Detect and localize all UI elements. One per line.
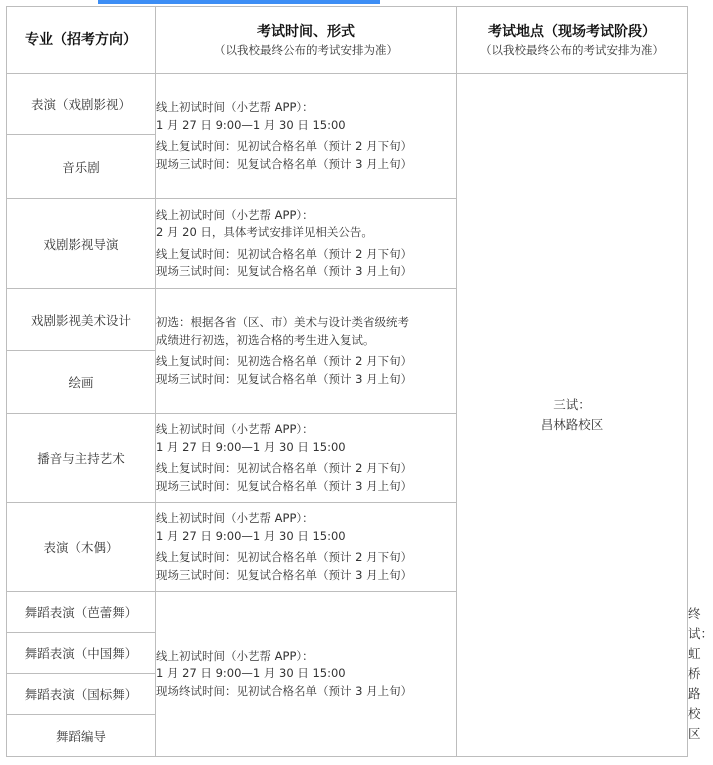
header-row: [7, 7, 688, 74]
schedule-cell: 线上初试时间（小艺帮 APP）： 1 月 27 日 9:00—1 月 30 日 15:00 现场终试时间：见初试合格名单（预计 3 月上旬）: [156, 592, 457, 757]
major-cell: 戏剧影视导演: [7, 199, 156, 289]
table-row: [7, 74, 688, 135]
schedule-cell: 初选：根据各省（区、市）美术与设计类省级统考 成绩进行初选，初选合格的考生进入复试。 线上复试时间：见初选合格名单（预计 2 月下旬） 现场三试时间：见复试合格名单（预计 3 月上旬）: [156, 289, 457, 414]
top-accent-bar: [98, 0, 380, 4]
schedule-cell: 线上初试时间（小艺帮 APP）： 1 月 27 日 9:00—1 月 30 日 15:00 线上复试时间：见初试合格名单（预计 2 月下旬） 现场三试时间：见复试合格名单（预计 3 月上旬）: [156, 414, 457, 503]
schedule-cell: 线上初试时间（小艺帮 APP）： 1 月 27 日 9:00—1 月 30 日 15:00 线上复试时间：见初试合格名单（预计 2 月下旬） 现场三试时间：见复试合格名单（预计 3 月上旬）: [156, 503, 457, 592]
table-row: 舞蹈表演（芭蕾舞） 线上初试时间（小艺帮 APP）： 1 月 27 日 9:00—1 月 30 日 15:00 现场终试时间：见初试合格名单（预计 3 月上旬） 终试： 虹桥路校区: [7, 592, 688, 633]
header-time: 考试时间、形式 （以我校最终公布的考试安排为准）: [156, 7, 457, 74]
location-cell-changlin: 三试： 昌林路校区: [457, 74, 688, 757]
major-cell: 表演（戏剧影视）: [7, 74, 156, 135]
schedule-cell: 线上初试时间（小艺帮 APP）： 2 月 20 日，具体考试安排详见相关公告。 线上复试时间：见初试合格名单（预计 2 月下旬） 现场三试时间：见复试合格名单（预计 3 月上旬）: [156, 199, 457, 289]
exam-schedule-table: [6, 6, 713, 757]
major-cell: 舞蹈表演（芭蕾舞）: [7, 592, 156, 633]
major-cell: 戏剧影视美术设计: [7, 289, 156, 351]
schedule-cell: 线上初试时间（小艺帮 APP）： 1 月 27 日 9:00—1 月 30 日 15:00 线上复试时间：见初试合格名单（预计 2 月下旬） 现场三试时间：见复试合格名单（预计 3 月上旬）: [156, 74, 457, 199]
major-cell: 音乐剧: [7, 135, 156, 199]
major-cell: 播音与主持艺术: [7, 414, 156, 503]
header-place: 考试地点（现场考试阶段） （以我校最终公布的考试安排为准）: [457, 7, 688, 74]
major-cell: 舞蹈编导: [7, 715, 156, 757]
major-cell: 表演（木偶）: [7, 503, 156, 592]
major-cell: 绘画: [7, 351, 156, 414]
major-cell: 舞蹈表演（国标舞）: [7, 674, 156, 715]
header-major: 专业（招考方向）: [7, 7, 156, 74]
major-cell: 舞蹈表演（中国舞）: [7, 633, 156, 674]
